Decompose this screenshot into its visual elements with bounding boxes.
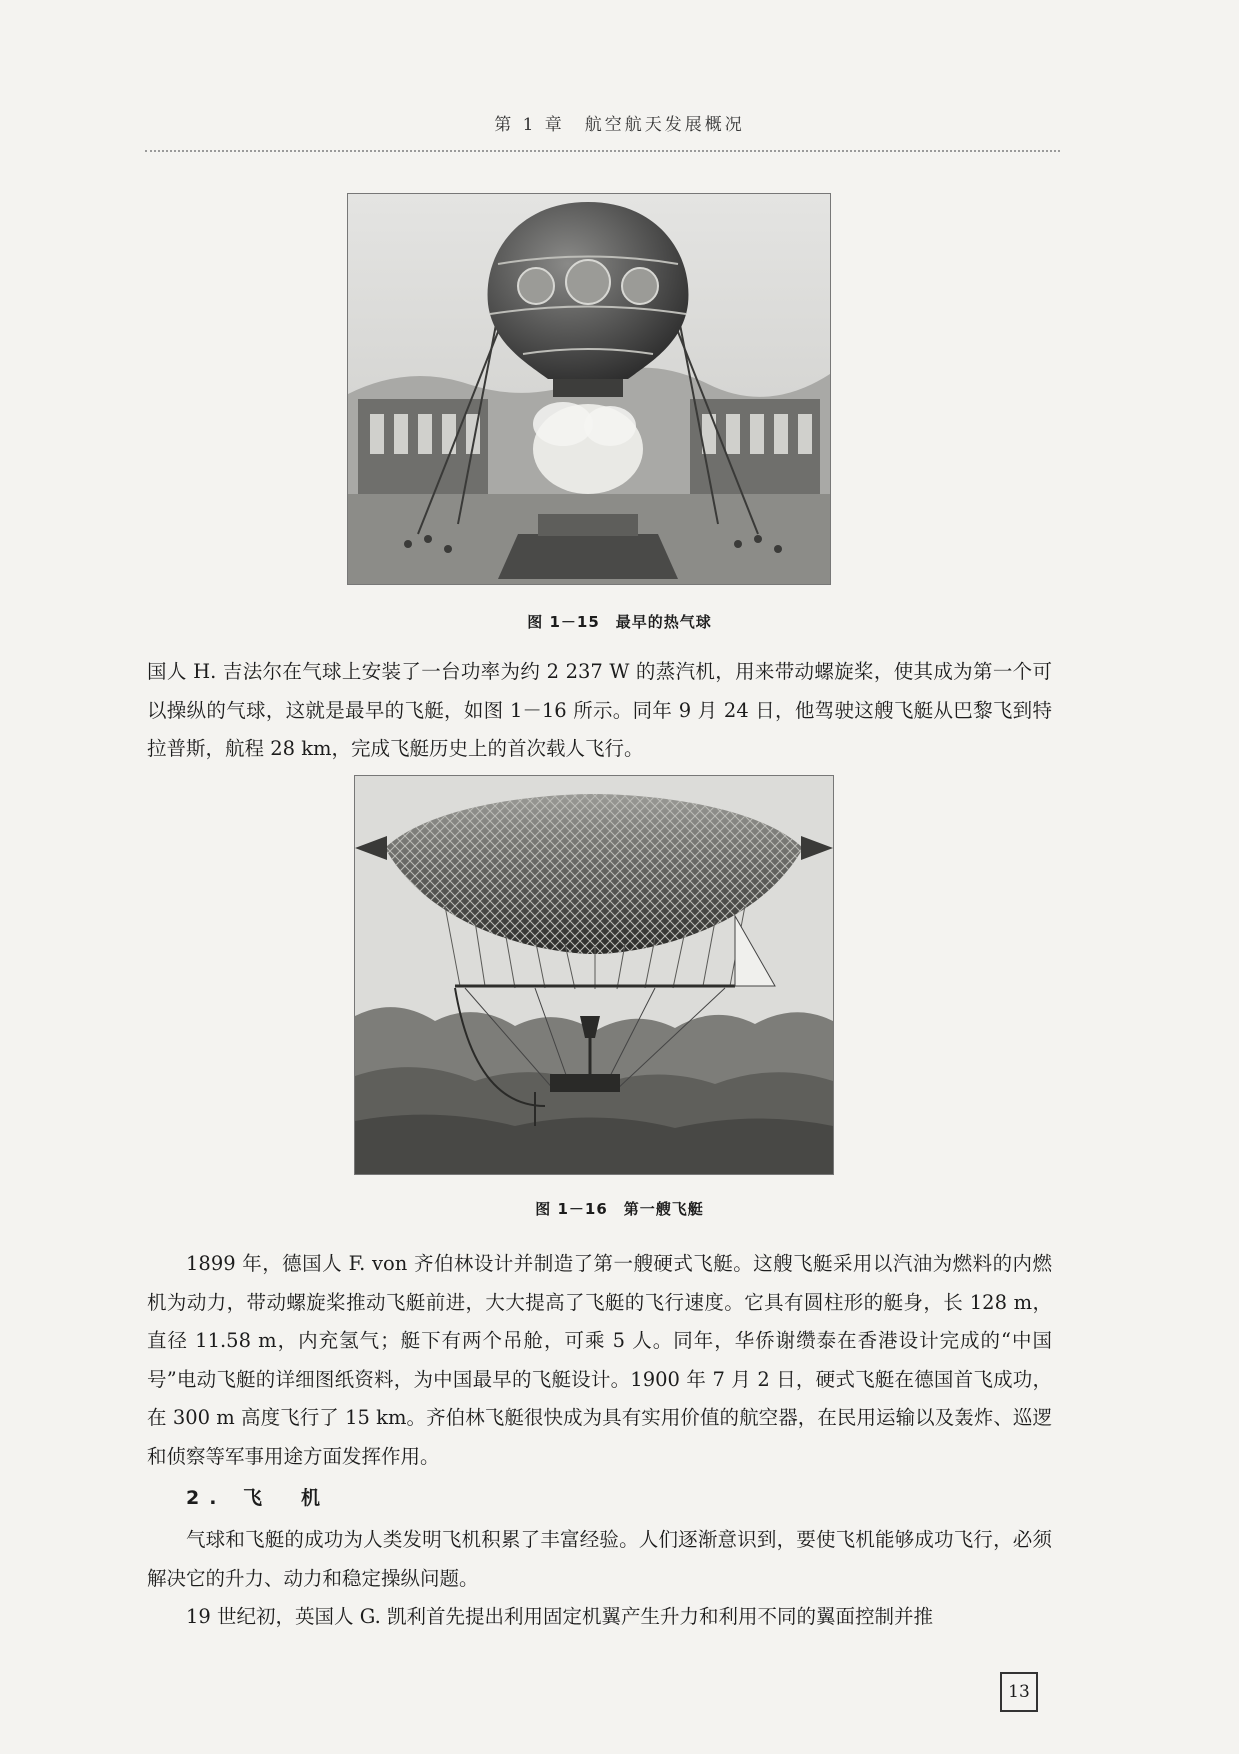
figure-caption: 图 1－16 第一艘飞艇 — [535, 1200, 704, 1218]
figure-first-airship — [354, 775, 834, 1175]
header-divider — [145, 150, 1060, 152]
figure-hot-air-balloon — [347, 193, 831, 585]
section-heading: 2. 飞 机 — [186, 1487, 331, 1509]
airship-illustration — [355, 776, 833, 1174]
body-paragraph: 气球和飞艇的成功为人类发明飞机积累了丰富经验。人们逐渐意识到，要使飞机能够成功飞行，必须解决它的升力、动力和稳定操纵问题。 — [147, 1528, 1052, 1590]
body-paragraph: 国人 H. 吉法尔在气球上安装了一台功率为约 2 237 W 的蒸汽机，用来带动螺旋桨，使其成为第一个可以操纵的气球，这就是最早的飞艇，如图 1－16 所示。同年 9 月 24 日，他驾驶这艘飞艇从巴黎飞到特拉普斯，航程 28 km，完成飞艇历史上的首次载人飞行。 — [147, 660, 1052, 760]
running-header: 第 1 章 航空航天发展概况 — [494, 115, 745, 135]
figure-caption: 图 1－15 最早的热气球 — [527, 613, 712, 631]
page-number: 13 — [1000, 1672, 1038, 1712]
body-paragraph: 19 世纪初，英国人 G. 凯利首先提出利用固定机翼产生升力和利用不同的翼面控制并推 — [186, 1605, 933, 1628]
hot-air-balloon-illustration — [348, 194, 830, 584]
body-paragraph: 1899 年，德国人 F. von 齐伯林设计并制造了第一艘硬式飞艇。这艘飞艇采用以汽油为燃料的内燃机为动力，带动螺旋桨推动飞艇前进，大大提高了飞艇的飞行速度。它具有圆柱形的艇身，长 128 m，直径 11.58 m，内充氢气；艇下有两个吊舱，可乘 5 人。同年，华侨谢缵泰在香港设计完成的“中国号”电动飞艇的详细图纸资料，为中国最早的飞艇设计。1900 年 7 月 2 日，硬式飞艇在德国首飞成功，在 300 m 高度飞行了 15 km。齐伯林飞艇很快成为具有实用价值的航空器，在民用运输以及轰炸、巡逻和侦察等军事用途方面发挥作用。 — [147, 1252, 1052, 1468]
